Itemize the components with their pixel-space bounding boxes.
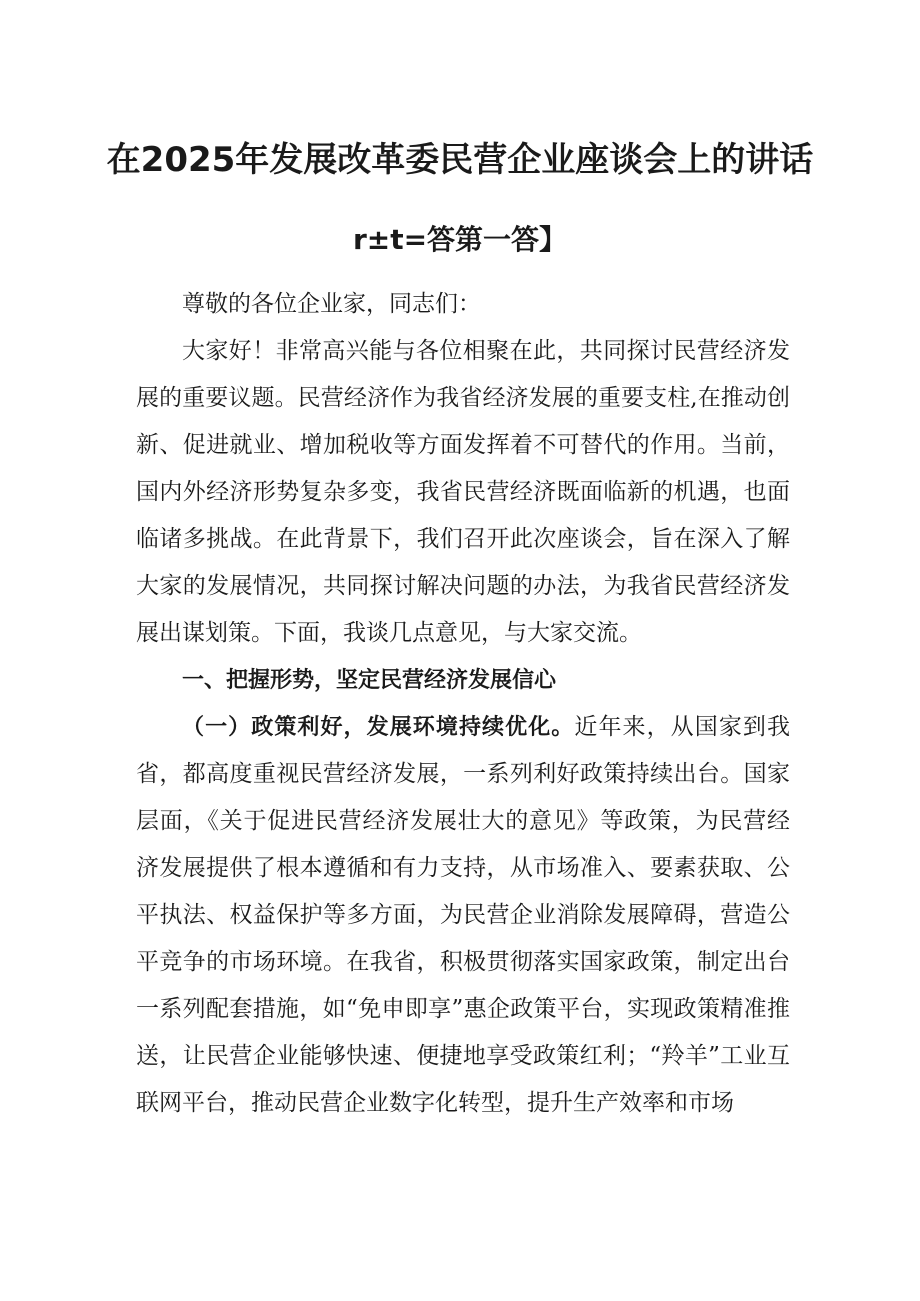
document-title: 在2025年发展改革委民营企业座谈会上的讲话	[106, 140, 814, 180]
document-subtitle: r±t=答第一答】	[352, 223, 568, 256]
point-text: 近年来，从国家到我省，都高度重视民营经济发展，一系列利好政策持续出台。国家层面，《关于促进民营经济发展壮大的意见》等政策，为民营经济发展提供了根本遵循和有力支持，从市场准入、要素获取、公平执法、权益保护等多方面，为民营企业消除发展障碍，营造公平竞争的市场环境。在我省，积极贯彻落实国家政策，制定出台一系列配套措施，如“免申即享”惠企政策平台，实现政策精准推送，让民营企业能够快速、便捷地享受政策红利；“羚羊”工业互联网平台，推动民营企业数字化转型，提升生产效率和市场	[136, 714, 790, 1116]
salutation: 尊敬的各位企业家，同志们：	[182, 291, 481, 317]
point-paragraph	[136, 704, 790, 1127]
intro-paragraph: 大家好！非常高兴能与各位相聚在此，共同探讨民营经济发展的重要议题。民营经济作为我省经济发展的重要支柱,在推动创新、促进就业、增加税收等方面发挥着不可替代的作用。当前，国内外经济形势复杂多变，我省民营经济既面临新的机遇，也面临诸多挑战。在此背景下，我们召开此次座谈会，旨在深入了解大家的发展情况，共同探讨解决问题的办法，为我省民营经济发展出谋划策。下面，我谈几点意见，与大家交流。	[136, 338, 790, 646]
point-lead: （一）政策利好，发展环境持续优化。	[182, 715, 575, 740]
document-body	[136, 281, 790, 1127]
section-heading: 一、把握形势，坚定民营经济发展信心	[182, 668, 557, 693]
